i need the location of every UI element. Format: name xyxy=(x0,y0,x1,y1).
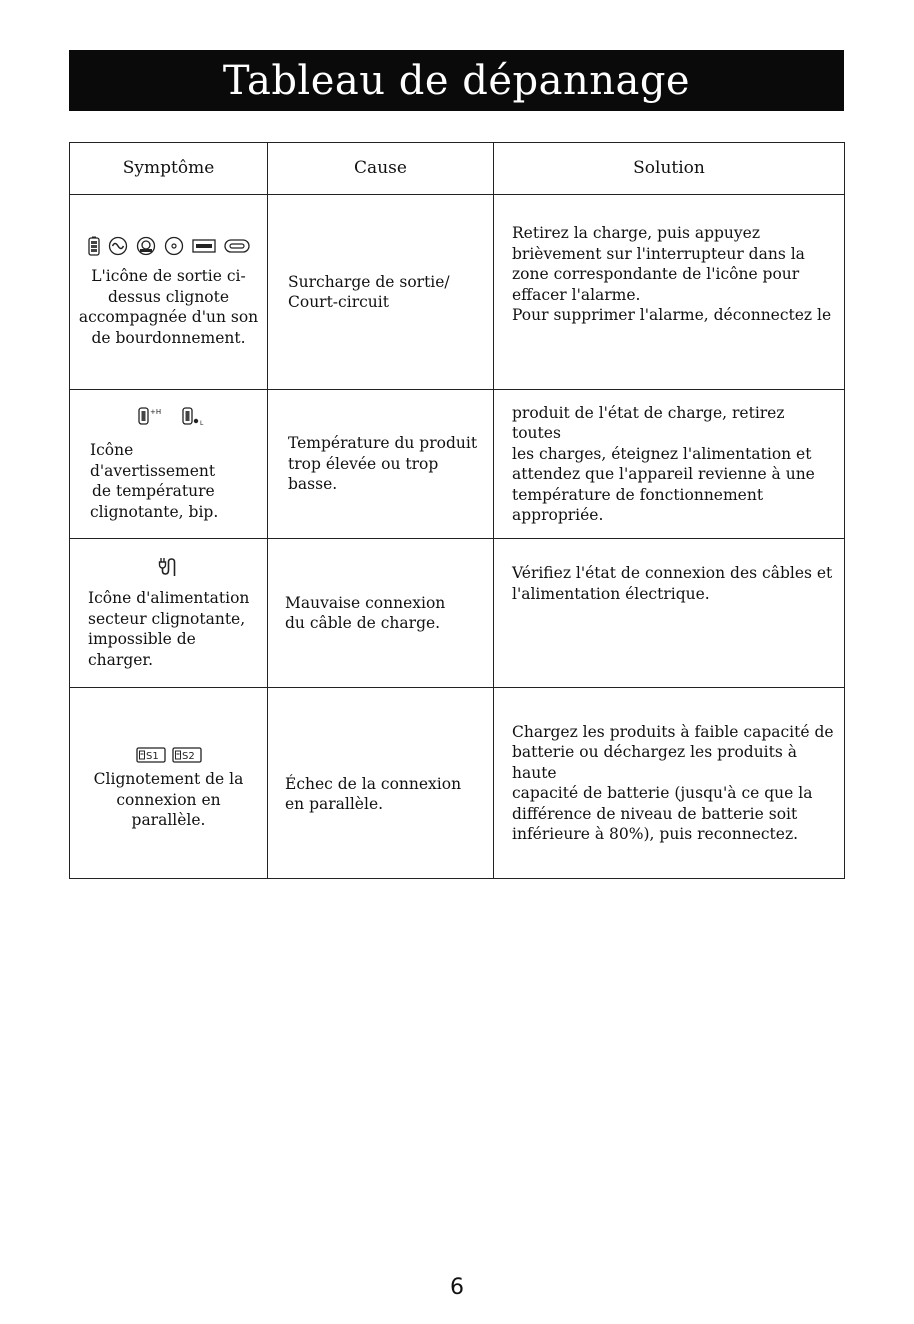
ac-plug-icon xyxy=(158,556,176,576)
svg-text:S1: S1 xyxy=(145,751,159,763)
title-banner xyxy=(69,50,844,111)
cause-cell: Température du produit trop élevée ou trop basse. xyxy=(268,390,494,539)
table-row xyxy=(70,390,845,539)
dc-port-icon xyxy=(164,236,184,256)
battery-icon xyxy=(88,236,100,256)
thermometer-high-icon xyxy=(138,406,164,426)
symptom-text: Clignotement de la connexion en parallèle. xyxy=(93,770,244,830)
output-icons xyxy=(74,236,263,256)
parallel-icons xyxy=(74,747,263,763)
page-title: Tableau de dépannage xyxy=(222,57,691,104)
header-solution: Solution xyxy=(494,143,845,195)
parallel-s2-icon xyxy=(172,747,202,763)
symptom-cell xyxy=(70,195,268,390)
symptom-cell xyxy=(70,539,268,688)
table-row xyxy=(70,688,845,879)
usb-a-port-icon xyxy=(192,238,216,254)
usb-c-port-icon xyxy=(224,238,250,254)
solution-cell: Vérifiez l'état de connexion des câbles et l'alimentation électrique. xyxy=(494,539,845,688)
car-plug-icon xyxy=(136,236,156,256)
symptom-cell xyxy=(70,688,268,879)
page-number: 6 xyxy=(450,1275,464,1300)
cause-cell: Surcharge de sortie/ Court-circuit xyxy=(268,195,494,390)
cause-cell: Mauvaise connexion du câble de charge. xyxy=(268,539,494,688)
table-header-row xyxy=(70,143,845,195)
svg-text:L: L xyxy=(200,420,204,426)
table-row xyxy=(70,195,845,390)
solution-cell: produit de l'état de charge, retirez toutes les charges, éteignez l'alimentation et attendez que l'appareil revienne à une température de fonctionnement appropriée. xyxy=(494,390,845,539)
solution-cell: Chargez les produits à faible capacité de batterie ou déchargez les produits à haute capacité de batterie (jusqu'à ce que la différence de niveau de batterie soit inférieure à 80%), puis reconnectez. xyxy=(494,688,845,879)
svg-text:+H: +H xyxy=(150,408,162,416)
cause-cell: Échec de la connexion en parallèle. xyxy=(268,688,494,879)
svg-text:S2: S2 xyxy=(181,751,195,763)
table-row xyxy=(70,539,845,688)
parallel-s1-icon xyxy=(136,747,166,763)
symptom-text: Icône d'alimentation secteur clignotante, impossible de charger. xyxy=(88,589,250,669)
symptom-text: Icône d'avertissement de température clignotante, bip. xyxy=(90,441,219,521)
symptom-cell xyxy=(70,390,268,539)
header-cause: Cause xyxy=(268,143,494,195)
thermometer-low-icon xyxy=(182,406,208,426)
symptom-text: L'icône de sortie ci- dessus clignote accompagnée d'un son de bourdonnement. xyxy=(78,267,259,347)
header-symptom: Symptôme xyxy=(70,143,268,195)
ac-wave-icon xyxy=(108,236,128,256)
ac-input-icons xyxy=(88,556,263,576)
solution-cell: Retirez la charge, puis appuyez brièvement sur l'interrupteur dans la zone correspondante de l'icône pour effacer l'alarme. Pour supprimer l'alarme, déconnectez le xyxy=(494,195,845,390)
temperature-icons xyxy=(90,406,263,426)
troubleshooting-table xyxy=(69,142,845,879)
